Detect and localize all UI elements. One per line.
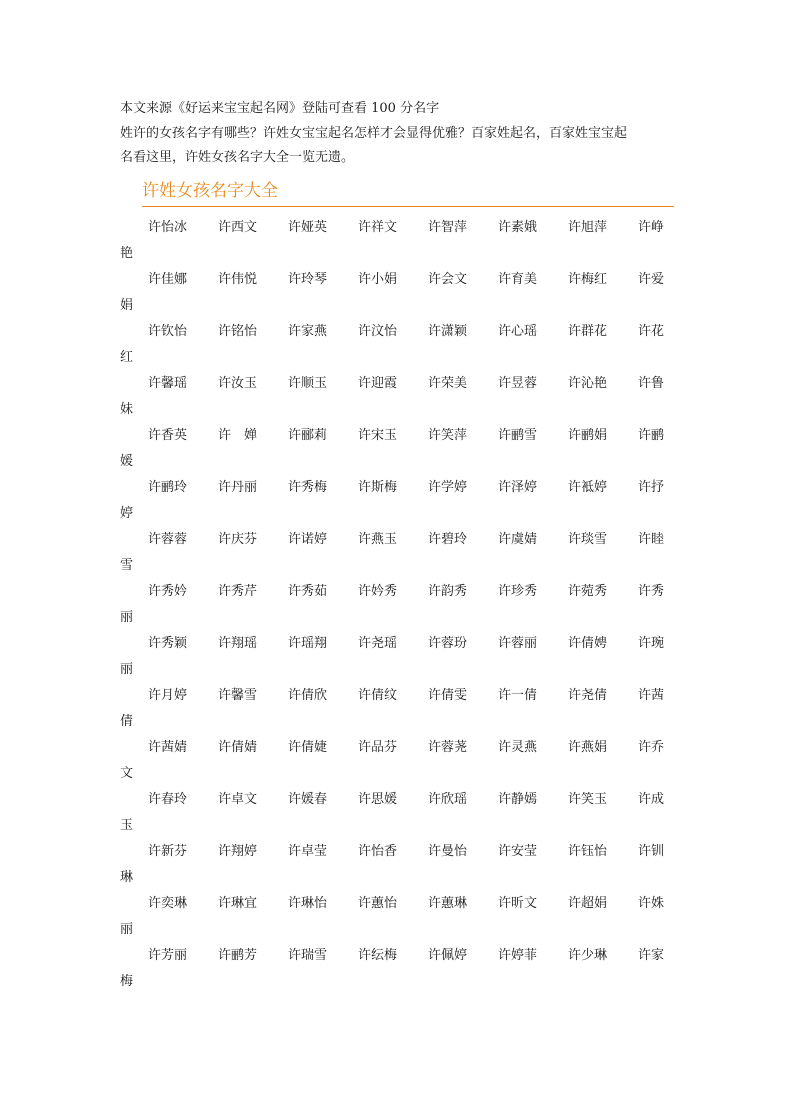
name-row: [120, 891, 674, 943]
name-item: 许蕙怡: [358, 896, 398, 911]
name-item: 许灵燕: [498, 740, 538, 755]
name-row: [120, 527, 674, 579]
name-item: 许汶怡: [358, 324, 398, 339]
name-item-wrap: 婷: [120, 506, 134, 521]
name-row: [120, 787, 674, 839]
name-item: 许钰怡: [568, 844, 608, 859]
name-item: 许碧玲: [428, 532, 468, 547]
name-row: [120, 215, 674, 267]
name-item: 许少琳: [568, 948, 608, 963]
name-item: 许曼怡: [428, 844, 468, 859]
name-item: 许馨雪: [218, 688, 258, 703]
name-item: 许袛婷: [568, 480, 608, 495]
name-item: 许秀颖: [148, 636, 188, 651]
name-item: 许虞婧: [498, 532, 538, 547]
name-item: 许瑞雪: [288, 948, 328, 963]
name-item: 许媛春: [288, 792, 328, 807]
name-item-wrap: 娟: [120, 298, 134, 313]
name-item: 许尧瑶: [358, 636, 398, 651]
name-item: 许昕文: [498, 896, 538, 911]
name-item: 许倩雯: [428, 688, 468, 703]
name-item: 许欣瑶: [428, 792, 468, 807]
name-item-wrap: 梅: [120, 974, 134, 989]
name-item: 许思媛: [358, 792, 398, 807]
name-item: 许笑萍: [428, 428, 468, 443]
name-item: 许宋玉: [358, 428, 398, 443]
name-item: 许佳娜: [148, 272, 188, 287]
name-item: 许琰雪: [568, 532, 608, 547]
name-item: 许乔: [638, 740, 665, 755]
name-item: 许秀梅: [288, 480, 328, 495]
name-item: 许静嫣: [498, 792, 538, 807]
name-item: 许昱蓉: [498, 376, 538, 391]
intro-line-2: 名看这里，许姓女孩名字大全一览无遗。: [120, 150, 355, 165]
name-item: 许月婷: [148, 688, 188, 703]
name-item: 许鹂: [638, 428, 665, 443]
name-item-wrap: 妹: [120, 402, 134, 417]
name-item: 许奕琳: [148, 896, 188, 911]
name-item: 许钏: [638, 844, 665, 859]
name-item-wrap: 丽: [120, 922, 134, 937]
name-item: 许鹂雪: [498, 428, 538, 443]
name-item: 许婷菲: [498, 948, 538, 963]
name-item: 许伟悦: [218, 272, 258, 287]
name-item-wrap: 雪: [120, 558, 134, 573]
name-item: 许斯梅: [358, 480, 398, 495]
name-item: 许铭怡: [218, 324, 258, 339]
name-item: 许茜婧: [148, 740, 188, 755]
name-item: 许心瑶: [498, 324, 538, 339]
name-item: 许安莹: [498, 844, 538, 859]
name-item: 许倩纹: [358, 688, 398, 703]
name-item: 许春玲: [148, 792, 188, 807]
title-divider: [142, 206, 674, 207]
name-item-wrap: 倩: [120, 714, 134, 729]
name-item: 许祥文: [358, 220, 398, 235]
name-item: 许抒: [638, 480, 665, 495]
name-row: [120, 371, 674, 423]
name-item: 许荣美: [428, 376, 468, 391]
name-item: 许成: [638, 792, 665, 807]
name-item: 许超娟: [568, 896, 608, 911]
name-item: 许倩欣: [288, 688, 328, 703]
name-item: 许珍秀: [498, 584, 538, 599]
name-item: 许笑玉: [568, 792, 608, 807]
name-item: 许峥: [638, 220, 665, 235]
name-item: 许秀芹: [218, 584, 258, 599]
name-item: 许 婵: [218, 428, 258, 443]
section-title: 许姓女孩名字大全: [142, 181, 278, 201]
name-item: 许琳怡: [288, 896, 328, 911]
name-item: 许花: [638, 324, 665, 339]
name-item: 许菀秀: [568, 584, 608, 599]
name-item: 许智萍: [428, 220, 468, 235]
name-item-wrap: 文: [120, 766, 134, 781]
name-item: 许佩婷: [428, 948, 468, 963]
name-row: [120, 267, 674, 319]
name-item: 许燕娟: [568, 740, 608, 755]
source-line: 本文来源《好运来宝宝起名网》登陆可查看 100 分名字: [120, 101, 440, 116]
name-item: 许睦: [638, 532, 665, 547]
name-item: 许一倩: [498, 688, 538, 703]
name-row: [120, 423, 674, 475]
name-item: 许西文: [218, 220, 258, 235]
name-item: 许梅红: [568, 272, 608, 287]
name-item: 许瑶翔: [288, 636, 328, 651]
name-item: 许汝玉: [218, 376, 258, 391]
name-item-wrap: 媛: [120, 454, 134, 469]
name-item: 许尧倩: [568, 688, 608, 703]
name-item: 许芳丽: [148, 948, 188, 963]
name-row: [120, 839, 674, 891]
name-item: 许郦莉: [288, 428, 328, 443]
name-item: 许小娟: [358, 272, 398, 287]
name-row: [120, 631, 674, 683]
name-item: 许翔婷: [218, 844, 258, 859]
names-list: [120, 215, 674, 995]
name-item: 许蕙琳: [428, 896, 468, 911]
name-item: 许琬: [638, 636, 665, 651]
name-item: 许鲁: [638, 376, 665, 391]
name-row: [120, 683, 674, 735]
name-item: 许燕玉: [358, 532, 398, 547]
name-item: 许蓉玢: [428, 636, 468, 651]
name-item: 许倩娉: [568, 636, 608, 651]
name-item: 许蓉荛: [428, 740, 468, 755]
name-item: 许蓉丽: [498, 636, 538, 651]
name-item: 许纭梅: [358, 948, 398, 963]
name-item: 许素娥: [498, 220, 538, 235]
name-item: 许丹丽: [218, 480, 258, 495]
name-item: 许沁艳: [568, 376, 608, 391]
name-item: 许迎霞: [358, 376, 398, 391]
name-item: 许韵秀: [428, 584, 468, 599]
name-item: 许家燕: [288, 324, 328, 339]
name-row: [120, 475, 674, 527]
name-item: 许秀妗: [148, 584, 188, 599]
document-page: [120, 100, 674, 995]
name-item: 许诺婷: [288, 532, 328, 547]
name-item: 许潇颖: [428, 324, 468, 339]
name-item: 许钦怡: [148, 324, 188, 339]
intro-line-1: 姓许的女孩名字有哪些？许姓女宝宝起名怎样才会显得优雅？百家姓起名，百家姓宝宝起: [120, 126, 628, 141]
name-item-wrap: 琳: [120, 870, 134, 885]
name-item: 许怡冰: [148, 220, 188, 235]
name-item: 许蓉蓉: [148, 532, 188, 547]
name-item: 许新芬: [148, 844, 188, 859]
name-item: 许卓文: [218, 792, 258, 807]
name-row: [120, 943, 674, 995]
name-row: [120, 319, 674, 371]
name-row: [120, 735, 674, 787]
name-item: 许倩婧: [218, 740, 258, 755]
name-item: 许鹂芳: [218, 948, 258, 963]
name-item-wrap: 艳: [120, 246, 134, 261]
name-item: 许怡香: [358, 844, 398, 859]
name-item: 许琳宜: [218, 896, 258, 911]
name-item: 许馨瑶: [148, 376, 188, 391]
name-item: 许秀: [638, 584, 665, 599]
name-row: [120, 579, 674, 631]
name-item: 许旭萍: [568, 220, 608, 235]
name-item: 许娅英: [288, 220, 328, 235]
name-item: 许庆芬: [218, 532, 258, 547]
name-item: 许群花: [568, 324, 608, 339]
name-item-wrap: 丽: [120, 662, 134, 677]
name-item-wrap: 丽: [120, 610, 134, 625]
name-item: 许顺玉: [288, 376, 328, 391]
name-item: 许学婷: [428, 480, 468, 495]
name-item: 许爱: [638, 272, 665, 287]
name-item: 许泽婷: [498, 480, 538, 495]
name-item: 许鹂玲: [148, 480, 188, 495]
name-item: 许香英: [148, 428, 188, 443]
name-item: 许翔瑶: [218, 636, 258, 651]
name-item: 许妗秀: [358, 584, 398, 599]
name-item: 许会文: [428, 272, 468, 287]
name-item: 许姝: [638, 896, 665, 911]
name-item: 许鹂娟: [568, 428, 608, 443]
name-item-wrap: 玉: [120, 818, 134, 833]
name-item: 许家: [638, 948, 665, 963]
name-item: 许玲琴: [288, 272, 328, 287]
name-item: 许茜: [638, 688, 665, 703]
name-item: 许育美: [498, 272, 538, 287]
name-item: 许卓莹: [288, 844, 328, 859]
name-item: 许秀茹: [288, 584, 328, 599]
name-item-wrap: 红: [120, 350, 134, 365]
name-item: 许品芬: [358, 740, 398, 755]
name-item: 许倩婕: [288, 740, 328, 755]
